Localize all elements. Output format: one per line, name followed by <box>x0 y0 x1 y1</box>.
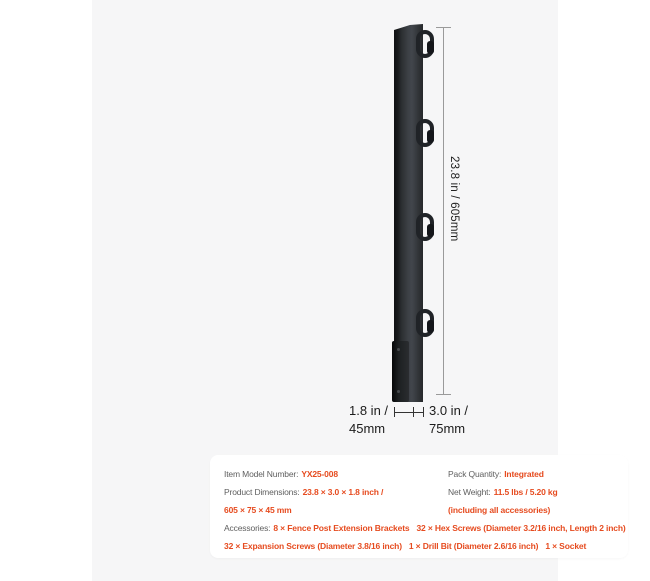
screw-hole <box>397 390 400 393</box>
width-dimension-label <box>429 402 468 437</box>
screw-hole <box>397 348 400 351</box>
depth-mm: 45mm <box>349 420 386 436</box>
spec-dimensions-mm <box>224 501 448 519</box>
height-dimension-cap-bottom <box>436 394 451 395</box>
spec-row-dimensions-weight <box>224 483 614 501</box>
base-dimension-tick <box>413 407 414 417</box>
accessory-item: 32 × Expansion Screws (Diameter 3.8/16 inch) <box>224 541 402 551</box>
model-label: Item Model Number: <box>224 469 299 479</box>
height-dimension-label: 23.8 in / 605mm <box>448 156 460 242</box>
width-mm: 75mm <box>429 420 466 436</box>
depth-dimension-label <box>349 402 388 437</box>
pack-quantity-value: Integrated <box>504 469 544 479</box>
loop-clamp <box>427 41 434 54</box>
base-dimension-line <box>394 412 424 413</box>
loop-clamp <box>427 130 434 143</box>
depth-inches: 1.8 in / <box>349 403 389 418</box>
accessory-item: 1 × Drill Bit (Diameter 2.6/16 inch) <box>408 541 539 551</box>
spec-net-weight-note <box>448 501 614 519</box>
base-dimension-tick <box>423 407 424 417</box>
width-inches: 3.0 in / <box>429 403 469 418</box>
spec-card <box>210 455 628 558</box>
loop-clamp <box>427 320 434 333</box>
base-dimension-tick <box>394 407 395 417</box>
accessory-item: 32 × Hex Screws (Diameter 3.2/16 inch, Length 2 inch) <box>416 523 626 533</box>
dimensions-label: Product Dimensions: <box>224 487 300 497</box>
spec-row-accessories-2 <box>224 537 614 555</box>
spec-dimensions <box>224 483 448 501</box>
height-dimension-line <box>443 27 444 395</box>
pack-quantity-label: Pack Quantity: <box>448 469 502 479</box>
product-image-panel <box>92 0 626 581</box>
wall-mount-plate <box>392 341 409 402</box>
model-value: YX25-008 <box>301 469 338 479</box>
net-weight-label: Net Weight: <box>448 487 491 497</box>
accessory-item: 1 × Socket <box>545 541 587 551</box>
extension-bracket-loop <box>416 309 434 337</box>
height-dimension-cap-top <box>436 27 451 28</box>
net-weight-value: 11.5 lbs / 5.20 kg <box>493 487 558 497</box>
spec-row-dimensions2-weight2 <box>224 501 614 519</box>
net-weight-note: (including all accessories) <box>448 505 551 515</box>
accessories-label: Accessories: <box>224 523 271 533</box>
extension-bracket-loop <box>416 30 434 58</box>
spec-pack-quantity <box>448 465 614 483</box>
spec-model <box>224 465 448 483</box>
spec-row-accessories-1 <box>224 519 626 537</box>
extension-bracket-loop <box>416 119 434 147</box>
loop-clamp <box>427 224 434 237</box>
accessory-item: 8 × Fence Post Extension Brackets <box>273 523 410 533</box>
extension-bracket-loop <box>416 213 434 241</box>
spec-row-model-pack <box>224 465 614 483</box>
spec-net-weight <box>448 483 614 501</box>
dimensions-value-inch: 23.8 × 3.0 × 1.8 inch / <box>302 487 384 497</box>
spec-accessories-line2 <box>224 537 586 555</box>
dimensions-value-mm: 605 × 75 × 45 mm <box>224 505 292 515</box>
spec-accessories-line1 <box>224 519 626 537</box>
